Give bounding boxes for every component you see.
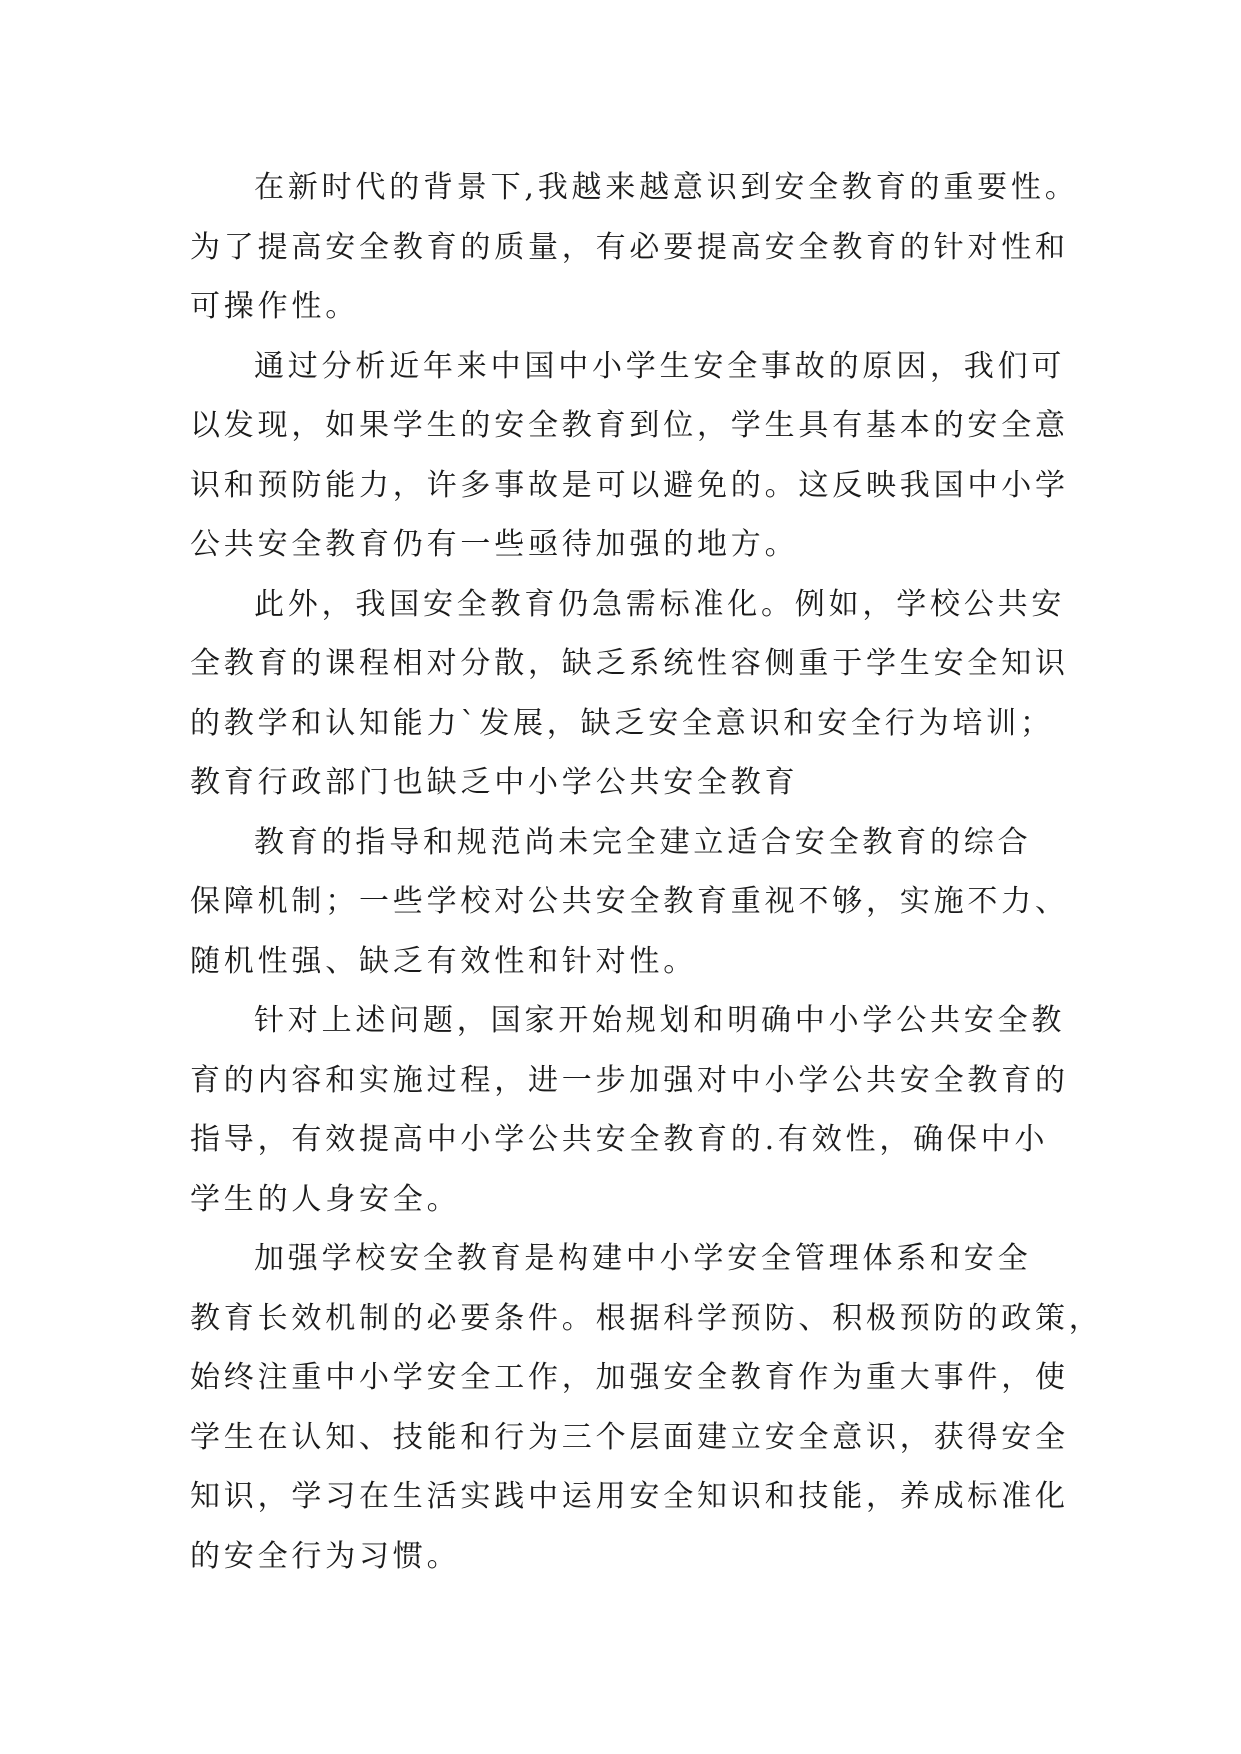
text-line: 通过分析近年来中国中小学生安全事故的原因，我们可 <box>254 348 1066 384</box>
document-body <box>190 158 1103 1586</box>
text-line: 公共安全教育仍有一些亟待加强的地方。 <box>190 527 799 562</box>
text-line: 可操作性。 <box>190 289 359 324</box>
text-line: 识和预防能力，许多事故是可以避免的。这反映我国中小学 <box>190 467 1069 503</box>
text-line: 为了提高安全教育的质量，有必要提高安全教育的针对性和 <box>190 229 1069 265</box>
text-line: 保障机制；一些学校对公共安全教育重视不够，实施不力、 <box>190 884 1069 919</box>
text-line: 知识，学习在生活实践中运用安全知识和技能，养成标准化 <box>190 1479 1069 1514</box>
text-line: 学生的人身安全。 <box>190 1181 461 1217</box>
text-line: 始终注重中小学安全工作，加强安全教育作为重大事件，使 <box>190 1360 1069 1395</box>
text-line: 在新时代的背景下,我越来越意识到安全教育的重要性。 <box>254 170 1079 205</box>
text-line: 此外，我国安全教育仍急需标准化。例如，学校公共安 <box>254 586 1066 622</box>
text-line: 的安全行为习惯。 <box>190 1538 461 1574</box>
text-line: 育的内容和实施过程，进一步加强对中小学公共安全教育的 <box>190 1062 1069 1098</box>
text-line: 教育行政部门也缺乏中小学公共安全教育 <box>190 765 799 800</box>
text-line: 指导，有效提高中小学公共安全教育的.有效性，确保中小 <box>190 1122 1049 1157</box>
text-line: 加强学校安全教育是构建中小学安全管理体系和安全 <box>254 1241 1032 1276</box>
text-line: 的教学和认知能力`发展，缺乏安全意识和安全行为培训； <box>190 705 1054 741</box>
text-line: 针对上述问题，国家开始规划和明确中小学公共安全教 <box>254 1003 1066 1038</box>
text-line: 教育长效机制的必要条件。根据科学预防、积极预防的政策， <box>190 1300 1103 1336</box>
text-line: 全教育的课程相对分散，缺乏系统性容侧重于学生安全知识 <box>190 646 1069 681</box>
text-line: 学生在认知、技能和行为三个层面建立安全意识，获得安全 <box>190 1419 1069 1455</box>
text-line: 教育的指导和规范尚未完全建立适合安全教育的综合 <box>254 824 1032 860</box>
text-line: 以发现，如果学生的安全教育到位，学生具有基本的安全意 <box>190 408 1069 443</box>
text-line: 随机性强、缺乏有效性和针对性。 <box>190 943 697 979</box>
